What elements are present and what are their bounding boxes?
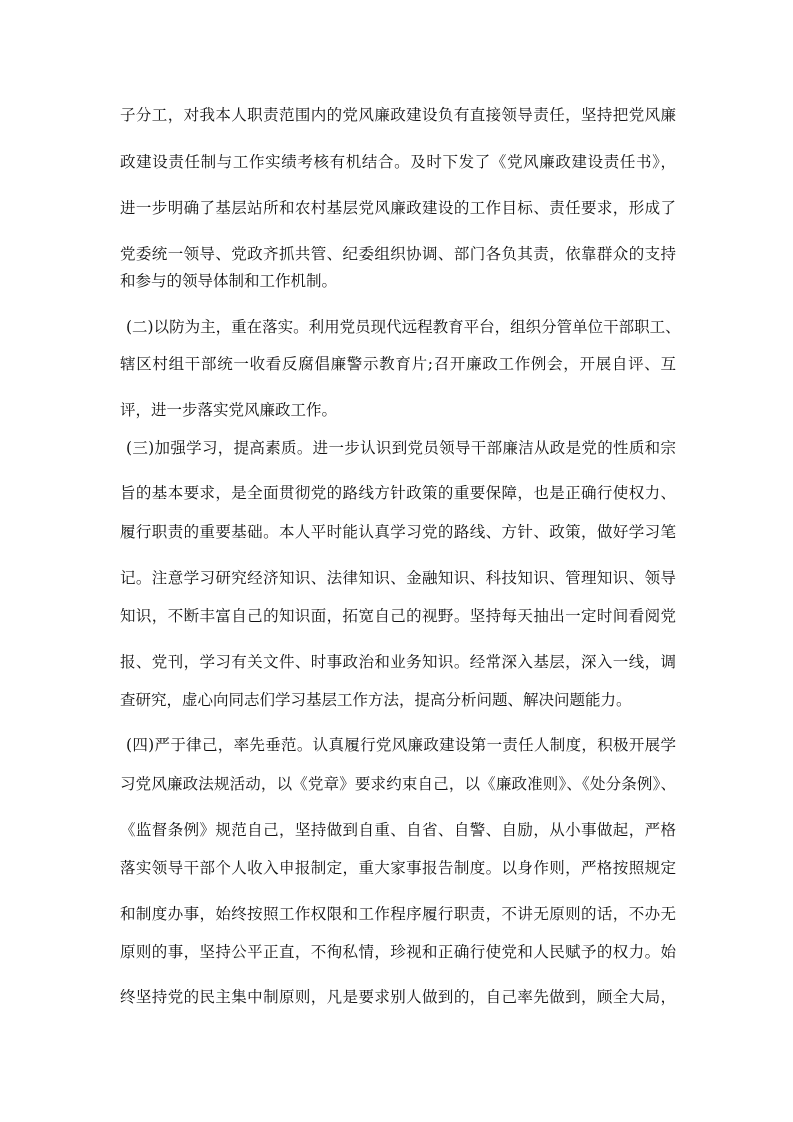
text-line: 知识，不断丰富自己的知识面，拓宽自己的视野。坚持每天抽出一定时间看阅党 [120, 607, 676, 625]
text-line: 落实领导干部个人收入申报制定，重大家事报告制度。以身作则，严格按照规定 [120, 859, 676, 877]
text-line: 旨的基本要求，是全面贯彻党的路线方针政策的重要保障，也是正确行使权力、 [120, 484, 676, 502]
text-line: 《监督条例》规范自己，坚持做到自重、自省、自警、自励，从小事做起，严格 [120, 821, 676, 839]
text-line: 查研究，虚心向同志们学习基层工作方法，提高分析问题、解决问题能力。 [120, 691, 632, 709]
text-line: 进一步明确了基层站所和农村基层党风廉政建设的工作目标、责任要求，形成了 [120, 199, 676, 217]
text-line: 党委统一领导、党政齐抓共管、纪委组织协调、部门各负其责，依靠群众的支持 [120, 245, 676, 263]
text-line: (四)严于律己，率先垂范。认真履行党风廉政建设第一责任人制度，积极开展学 [126, 736, 676, 754]
text-line: 辖区村组干部统一收看反腐倡廉警示教育片;召开廉政工作例会，开展自评、互 [120, 355, 676, 373]
text-line: 履行职责的重要基础。本人平时能认真学习党的路线、方针、政策，做好学习笔 [120, 523, 676, 541]
text-line: 报、党刊，学习有关文件、时事政治和业务知识。经常深入基层，深入一线，调 [120, 653, 676, 671]
text-line: 习党风廉政法规活动，以《党章》要求约束自己，以《廉政准则》、《处分条例》、 [120, 775, 676, 793]
text-line: 评，进一步落实党风廉政工作。 [120, 401, 338, 419]
text-line: (三)加强学习，提高素质。进一步认识到党员领导干部廉洁从政是党的性质和宗 [126, 439, 676, 457]
text-line: 子分工，对我本人职责范围内的党风廉政建设负有直接领导责任，坚持把党风廉 [120, 106, 676, 124]
text-line: 政建设责任制与工作实绩考核有机结合。及时下发了《党风廉政建设责任书》， [120, 153, 676, 171]
text-line: (二)以防为主，重在落实。利用党员现代远程教育平台，组织分管单位干部职工、 [126, 318, 681, 336]
text-line: 终坚持党的民主集中制原则，凡是要求别人做到的，自己率先做到，顾全大局， [120, 988, 676, 1006]
text-line: 和制度办事，始终按照工作权限和工作程序履行职责，不讲无原则的话，不办无 [120, 905, 676, 923]
text-line: 和参与的领导体制和工作机制。 [120, 272, 338, 290]
text-line: 原则的事，坚持公平正直，不徇私情，珍视和正确行使党和人民赋予的权力。始 [120, 943, 676, 961]
text-line: 记。注意学习研究经济知识、法律知识、金融知识、科技知识、管理知识、领导 [120, 569, 676, 587]
